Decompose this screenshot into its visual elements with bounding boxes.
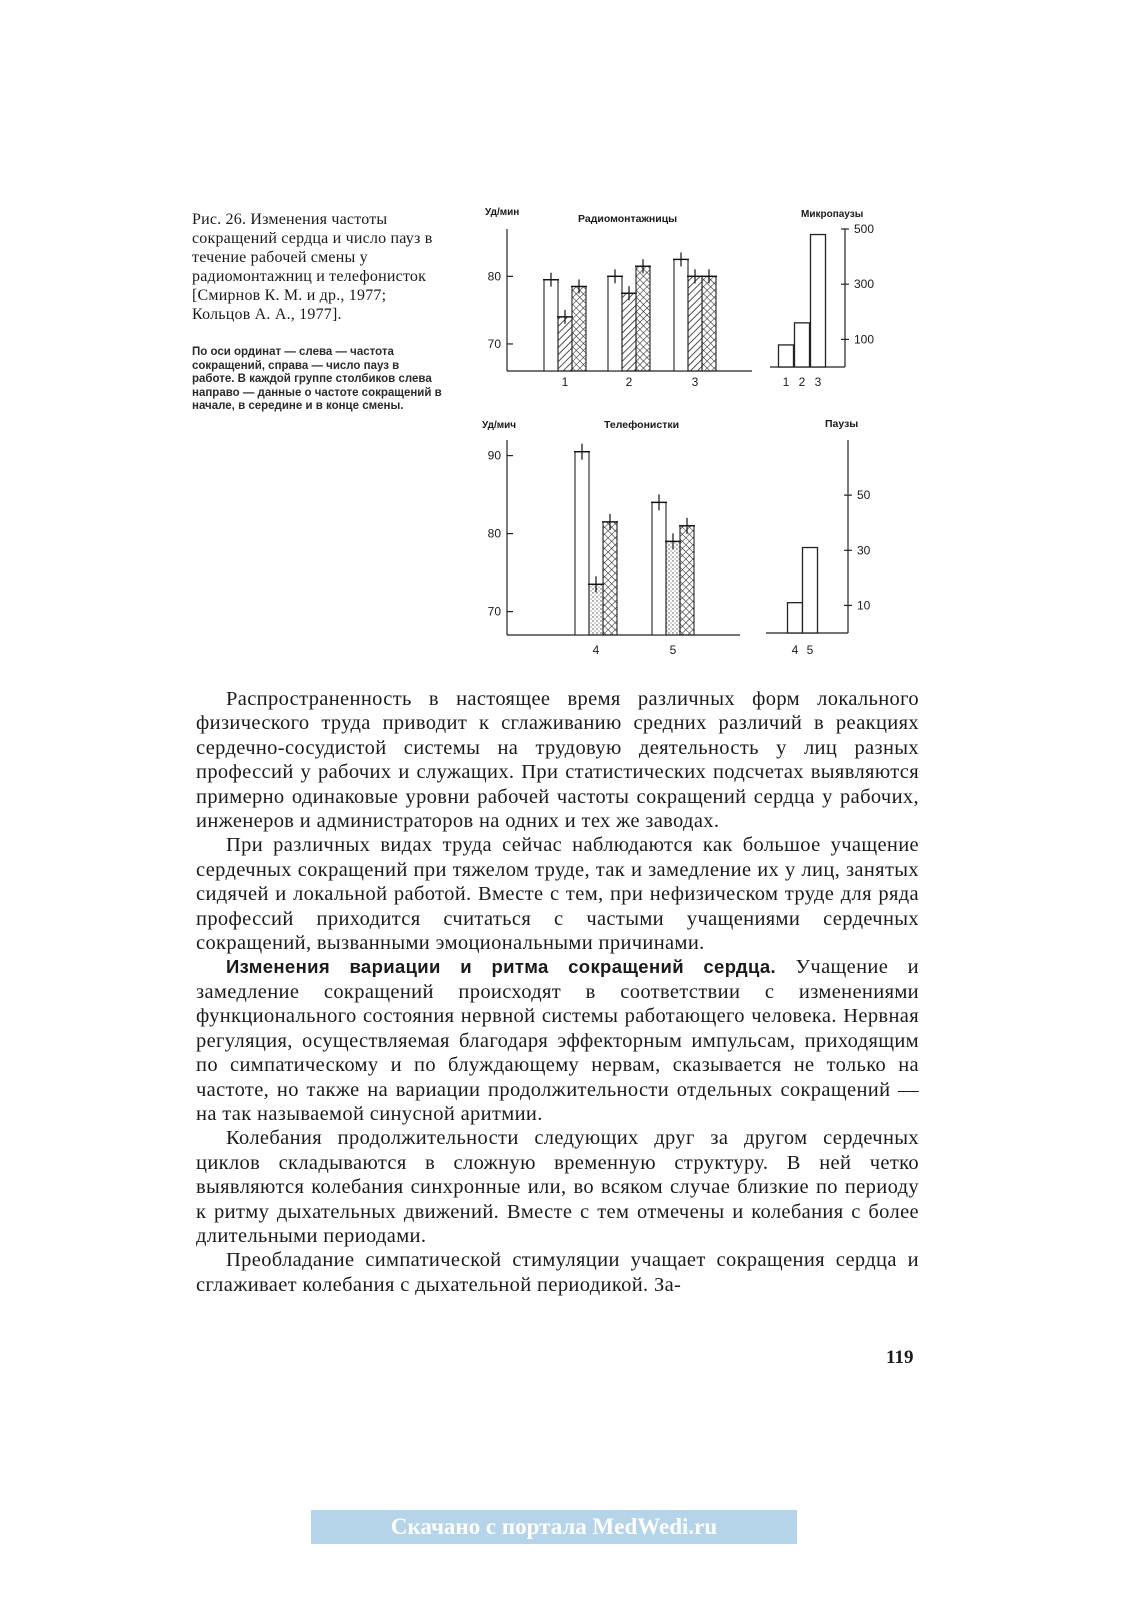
bar (622, 293, 636, 371)
page-number: 119 (886, 1347, 914, 1368)
y-axis-label: Уд/мич (482, 420, 517, 431)
body-text (196, 687, 919, 1297)
y-tick-label: 80 (487, 526, 501, 541)
category-labels (562, 375, 699, 389)
bar (680, 526, 694, 635)
bars (543, 252, 717, 371)
y-tick-label: 500 (854, 222, 875, 236)
bar (779, 345, 794, 367)
y-tick-label: 50 (857, 488, 871, 503)
y-tick-label: 70 (487, 604, 501, 619)
y-tick-label: 80 (487, 269, 501, 284)
y-ticks (841, 222, 874, 346)
category-label: 1 (561, 375, 569, 389)
y-tick-label: 30 (857, 543, 871, 558)
y-tick-label: 10 (857, 598, 871, 613)
chart-title: Микропаузы (801, 209, 864, 220)
figure-caption-note: По оси ординат — слева — частота сокращений, справа — число пауз в работе. В каждой группе столбиков слева направо — данные о частоте сокращений в начале, в середине и в конце смены. (192, 346, 442, 412)
bar (636, 266, 650, 371)
category-label: 3 (691, 375, 699, 389)
y-axis-label: Уд/мин (485, 207, 520, 218)
paragraph (196, 955, 919, 1126)
bar (603, 522, 617, 635)
bar (803, 548, 818, 633)
paragraph: При различных видах труда сейчас наблюдаются как большое учащение сердечных сокращений при тяжелом труде, так и замедление их у лиц, занятых сидячей и локальной работой. Вместе с тем, при нефизическом труде для ряда профессий приходится считаться с частыми учащениями сердечных сокращений, вызванными эмоциональными причинами. (196, 834, 919, 955)
chart-title: Радиомонтажницы (578, 213, 678, 225)
y-tick-label: 70 (487, 336, 501, 351)
y-tick-label: 90 (487, 448, 501, 463)
category-label: 4 (791, 643, 799, 657)
category-label: 5 (669, 643, 677, 657)
bars (779, 235, 826, 367)
bar (702, 276, 716, 371)
category-labels (783, 375, 822, 389)
paragraph: Колебания продолжительности следующих друг за другом сердечных циклов складываются в сложную временную структуру. В ней четко выявляются колебания синхронные или, во всяком случае близкие по периоду к ритму дыхательных движений. Вместе с тем отмечены и колебания с более длительными периодами. (196, 1127, 919, 1247)
bar (811, 235, 826, 367)
panel-micropauses (770, 209, 874, 389)
panel-radiomontazh (485, 207, 752, 389)
watermark-banner: Скачано с портала MedWedi.ru (311, 1510, 797, 1544)
bars (574, 444, 695, 635)
paragraph: Преобладание симпатической стимуляции учащает сокращения сердца и сглаживает колебания с дыхательной периодикой. За- (196, 1249, 919, 1296)
category-label: 5 (806, 643, 814, 657)
bar (544, 280, 558, 371)
bar (788, 603, 803, 633)
y-ticks (488, 449, 513, 619)
section-heading: Изменения вариации и ритма сокращений сердца. (226, 956, 777, 978)
category-label: 3 (814, 375, 822, 389)
chart-title: Паузы (825, 418, 859, 430)
bar (674, 259, 688, 371)
panel-telephonists (482, 419, 740, 657)
bar (572, 286, 586, 371)
bar (575, 452, 589, 635)
bar (666, 541, 680, 635)
bar (558, 317, 572, 371)
paragraph: Распространенность в настоящее время различных форм локального физического труда приводит к сглаживанию средних различий в реакциях сердечно-сосудистой системы на трудовую деятельность у лиц разных профессий у рабочих и служащих. При статистических подсчетах выявляются примерно одинаковые уровни рабочей частоты сокращений сердца у рабочих, инженеров и администраторов на одних и тех же заводах. (196, 688, 919, 833)
category-labels (792, 643, 814, 657)
bars (788, 548, 818, 633)
y-tick-label: 100 (854, 332, 875, 347)
category-label: 1 (782, 375, 790, 389)
paragraph-text: Учащение и замедление сокращений происходят в соответствии с изменениями функционального состояния нервной системы работающего человека. Нервная регуляция, осуществляемая благодаря эффекторным импульсам, приходящим по симпатическому и по блуждающему нервам, сказывается не только на частоте, но также на вариации продолжительности отдельных сокращений — на так называемой синусной аритмии. (196, 956, 919, 1125)
bar (795, 323, 810, 367)
chart-title: Телефонистки (604, 419, 680, 431)
category-label: 4 (592, 643, 600, 657)
category-labels (593, 643, 677, 657)
panel-pauses (766, 418, 871, 657)
bar (608, 276, 622, 371)
y-tick-label: 300 (854, 277, 875, 292)
y-ticks (488, 269, 513, 351)
category-label: 2 (798, 375, 806, 389)
bar (688, 276, 702, 371)
figure-26 (0, 0, 1131, 680)
category-label: 2 (625, 375, 633, 389)
bar (652, 502, 666, 635)
figure-caption: Рис. 26. Изменения частоты сокращений сердца и число пауз в течение рабочей смены у радиомонтажниц и телефонисток [Смирнов К. М. и др., 1977; Кольцов А. А., 1977]. (192, 211, 433, 323)
